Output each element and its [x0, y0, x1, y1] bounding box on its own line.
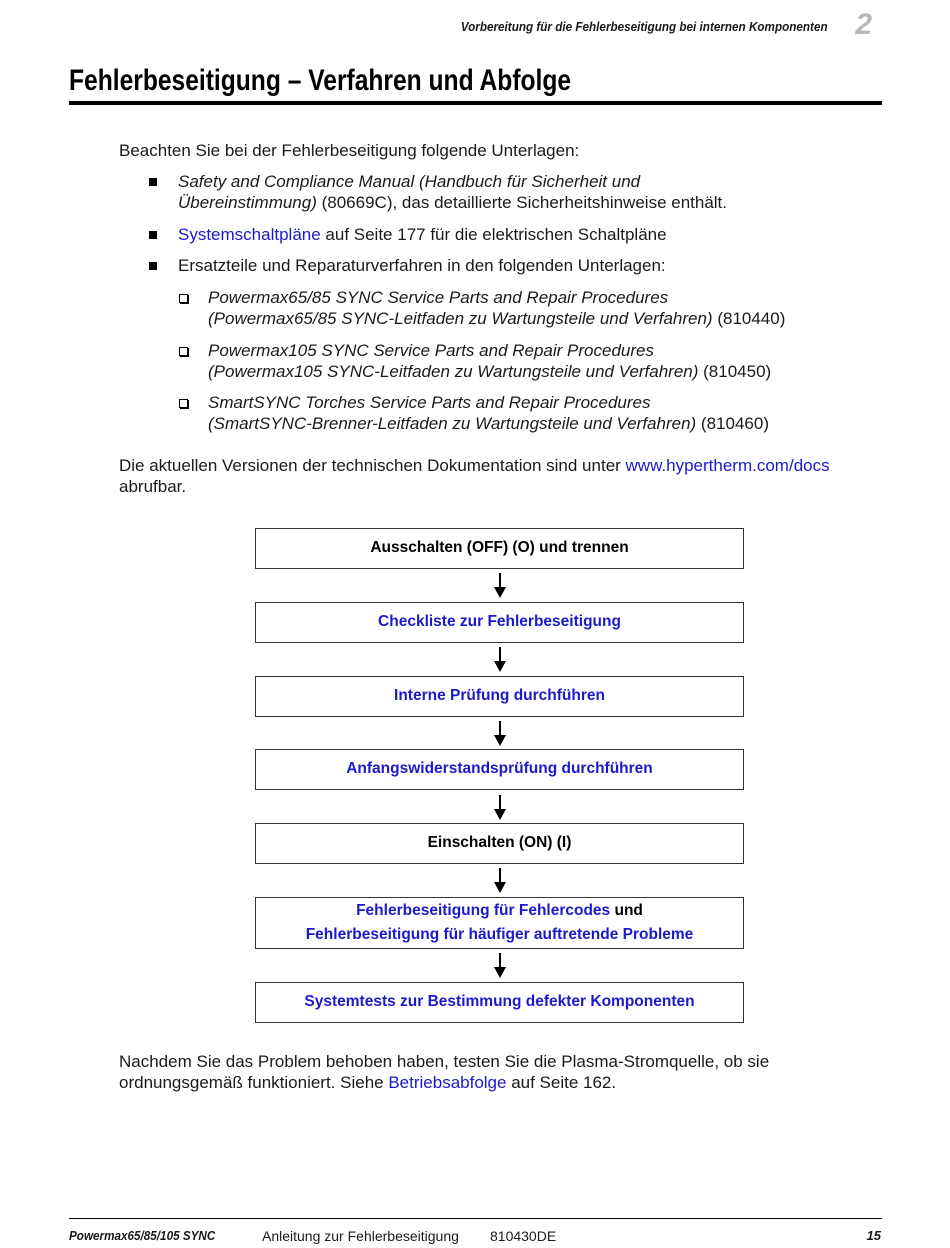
footer-document-title: Anleitung zur Fehlerbeseitigung	[262, 1228, 459, 1244]
common-problems-link[interactable]: Fehlerbeseitigung für häufiger auftretende Probleme	[305, 926, 694, 943]
arrow-down-icon	[492, 953, 508, 979]
bullet-icon	[149, 178, 157, 186]
flow-step-link[interactable]: Checkliste zur Fehlerbeseitigung	[378, 613, 621, 630]
arrow-down-icon	[492, 573, 508, 599]
closing-paragraph	[119, 1051, 859, 1093]
sub-list-item-text	[208, 287, 858, 329]
manual-title-translation: (Powermax65/85 SYNC-Leitfaden zu Wartungsteile und Verfahren)	[208, 309, 713, 328]
manual-title: Powermax105 SYNC Service Parts and Repair Procedures	[208, 341, 654, 360]
manual-title-translation: Übereinstimmung)	[178, 193, 317, 212]
closing-text: ordnungsgemäß funktioniert. Siehe	[119, 1073, 389, 1092]
flow-step-power-off	[255, 528, 744, 569]
flow-connector-text: und	[610, 902, 643, 919]
arrow-down-icon	[492, 647, 508, 673]
flow-step-troubleshooting	[255, 897, 744, 949]
manual-title: Powermax65/85 SYNC Service Parts and Repair Procedures	[208, 288, 669, 307]
arrow-down-icon	[492, 868, 508, 894]
docs-paragraph	[119, 455, 859, 497]
manual-title-translation: (Powermax105 SYNC-Leitfaden zu Wartungsteile und Verfahren)	[208, 362, 699, 381]
document-code: (810450)	[698, 362, 772, 381]
page-title: Fehlerbeseitigung – Verfahren und Abfolge	[69, 64, 572, 97]
flow-step-power-on	[255, 823, 744, 864]
list-item-description: auf Seite 177 für die elektrischen Schaltpläne	[320, 225, 667, 244]
flow-step-internal-check[interactable]	[255, 676, 744, 717]
sub-list-item-text	[208, 340, 858, 382]
flow-step-resistance-check[interactable]	[255, 749, 744, 790]
chapter-number: 2	[855, 8, 872, 41]
flow-step-checklist[interactable]	[255, 602, 744, 643]
checkbox-bullet-icon	[179, 294, 188, 303]
bullet-icon	[149, 262, 157, 270]
footer-product: Powermax65/85/105 SYNC	[69, 1228, 216, 1243]
docs-text-end: abrufbar.	[119, 477, 187, 496]
document-code: (810440)	[712, 309, 786, 328]
hypertherm-docs-link[interactable]: www.hypertherm.com/docs	[625, 456, 830, 475]
docs-text: Die aktuellen Versionen der technischen Dokumentation sind unter	[119, 456, 626, 475]
list-item-text: Ersatzteile und Reparaturverfahren in den folgenden Unterlagen:	[178, 256, 666, 275]
running-header: Vorbereitung für die Fehlerbeseitigung bei internen Komponenten	[461, 19, 828, 34]
operation-sequence-link[interactable]: Betriebsabfolge	[388, 1073, 507, 1092]
list-item-text	[178, 171, 858, 213]
fault-codes-link[interactable]: Fehlerbeseitigung für Fehlercodes	[356, 902, 611, 919]
intro-paragraph: Beachten Sie bei der Fehlerbeseitigung folgende Unterlagen:	[119, 141, 580, 160]
system-schematics-link[interactable]: Systemschaltpläne	[178, 225, 321, 244]
flow-step-link[interactable]: Anfangswiderstandsprüfung durchführen	[346, 760, 653, 777]
closing-text: auf Seite 162.	[506, 1073, 617, 1092]
manual-title-translation: (SmartSYNC-Brenner-Leitfaden zu Wartungsteile und Verfahren)	[208, 414, 697, 433]
flow-step-link[interactable]: Systemtests zur Bestimmung defekter Komponenten	[304, 993, 695, 1010]
arrow-down-icon	[492, 795, 508, 821]
list-item-text	[178, 224, 858, 245]
manual-description: (80669C), das detaillierte Sicherheitshinweise enthält.	[316, 193, 728, 212]
manual-title: SmartSYNC Torches Service Parts and Repair Procedures	[208, 393, 651, 412]
flow-step-link[interactable]: Interne Prüfung durchführen	[394, 687, 605, 704]
footer-document-number: 810430DE	[490, 1228, 557, 1244]
arrow-down-icon	[492, 721, 508, 747]
flow-step-label: Einschalten (ON) (I)	[427, 834, 572, 851]
title-divider	[69, 101, 882, 105]
bullet-icon	[149, 231, 157, 239]
manual-title: Safety and Compliance Manual (Handbuch für Sicherheit und	[178, 172, 641, 191]
flow-step-label: Ausschalten (OFF) (O) und trennen	[370, 539, 629, 556]
checkbox-bullet-icon	[179, 347, 188, 356]
flow-step-system-tests[interactable]	[255, 982, 744, 1023]
checkbox-bullet-icon	[179, 399, 188, 408]
document-code: (810460)	[696, 414, 769, 433]
closing-text: Nachdem Sie das Problem behoben haben, testen Sie die Plasma-Stromquelle, ob sie	[119, 1052, 770, 1071]
footer-divider	[69, 1218, 882, 1219]
sub-list-item-text	[208, 392, 858, 434]
page-number: 15	[866, 1228, 881, 1243]
